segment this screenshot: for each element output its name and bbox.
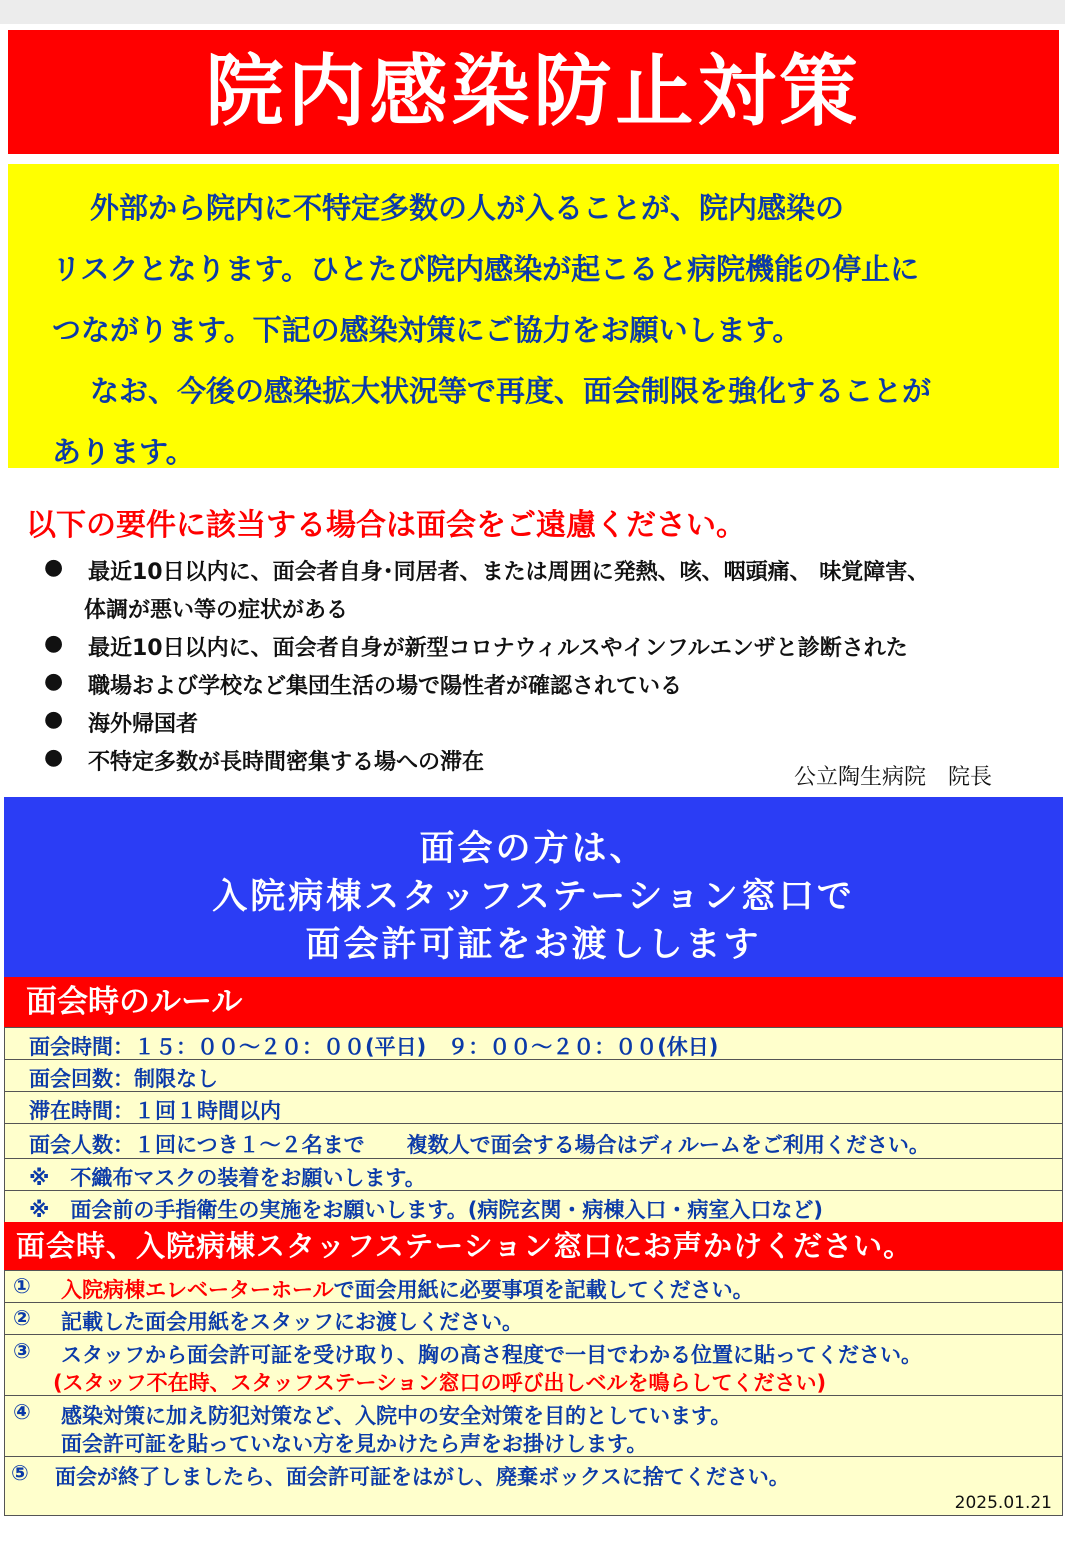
intro-line: 外部から院内に不特定多数の人が入ることが、院内感染の: [90, 191, 845, 225]
bullet-icon: ●: [44, 631, 64, 656]
rule-text: 面会回数：制限なし: [29, 1067, 218, 1091]
rule-row: [4, 1190, 1063, 1223]
step-text-rest: で面会用紙に必要事項を記載してください。: [333, 1278, 754, 1302]
rule-text: 面会時間：１５：００～２０：００(平日) ９：００～２０：００(休日): [29, 1035, 719, 1059]
condition-item: 最近10日以内に、面会者自身･同居者、または周囲に発熱、咳、咽頭痛、 味覚障害、: [88, 560, 930, 585]
condition-item: 最近10日以内に、面会者自身が新型コロナウィルスやインフルエンザと診断された: [88, 636, 908, 661]
intro-line: つながります。下記の感染対策にご協力をお願いします。: [52, 313, 802, 347]
condition-item: 不特定多数が長時間密集する場への滞在: [88, 750, 485, 775]
bullet-icon: ●: [44, 669, 64, 694]
bullet-icon: ●: [44, 745, 64, 770]
procedure-step: [4, 1302, 1063, 1335]
step-text: スタッフから面会許可証を受け取り、胸の高さ程度で一目でわかる位置に貼ってください。: [61, 1343, 922, 1367]
rule-text: ※ 不織布マスクの装着をお願いします。: [29, 1166, 426, 1190]
condition-item: 職場および学校など集団生活の場で陽性者が確認されている: [88, 674, 683, 699]
top-strip: [0, 0, 1065, 24]
procedure-step: [4, 1456, 1063, 1516]
visitor-banner: [4, 797, 1063, 977]
rule-text: 面会人数：１回につき１～２名まで 複数人で面会する場合はディルームをご利用ください。: [29, 1133, 930, 1157]
step-text: 感染対策に加え防犯対策など、入院中の安全対策を目的としています。: [61, 1404, 732, 1428]
page-title: 院内感染防止対策: [8, 30, 1059, 154]
rule-row: [4, 1123, 1063, 1159]
rules-heading: 面会時のルール: [4, 977, 1063, 1027]
intro-line: あります。: [52, 435, 195, 469]
bullet-icon: ●: [44, 707, 64, 732]
step-number: ⑤: [11, 1461, 29, 1485]
banner-line: 面会の方は、: [419, 829, 648, 869]
step-note: (スタッフ不在時、スタッフステーション窓口の呼び出しベルを鳴らしてください): [53, 1371, 827, 1395]
condition-item: 海外帰国者: [88, 712, 199, 737]
procedure-step: [4, 1334, 1063, 1396]
caution-title: 以下の要件に該当する場合は面会をご遠慮ください。: [26, 508, 746, 543]
rule-text: ※ 面会前の手指衛生の実施をお願いします。(病院玄関・病棟入口・病室入口など): [29, 1198, 823, 1222]
step-number: ①: [13, 1274, 31, 1298]
intro-line: なお、今後の感染拡大状況等で再度、面会制限を強化することが: [90, 374, 932, 408]
rule-row: [4, 1027, 1063, 1060]
procedure-step: [4, 1270, 1063, 1303]
rule-row: [4, 1059, 1063, 1092]
step-highlight: 入院病棟エレベーターホール: [61, 1278, 334, 1302]
rule-row: [4, 1091, 1063, 1124]
banner-line: 面会許可証をお渡しします: [305, 925, 762, 965]
step-number: ④: [13, 1400, 31, 1424]
procedure-step: [4, 1395, 1063, 1457]
document-date: 2025.01.21: [954, 1493, 1052, 1513]
director-signature: 公立陶生病院 院長: [794, 765, 993, 790]
step-number: ③: [13, 1339, 31, 1363]
rule-text: 滞在時間：１回１時間以内: [29, 1099, 281, 1123]
banner-line: 入院病棟スタッフステーション窓口で: [212, 877, 855, 917]
condition-item: 体調が悪い等の症状がある: [84, 598, 349, 623]
bullet-icon: ●: [44, 555, 64, 580]
step-text: 面会許可証を貼っていない方を見かけたら声をお掛けします。: [61, 1432, 648, 1456]
intro-box: [8, 164, 1059, 468]
step-text: 面会が終了しましたら、面会許可証をはがし、廃棄ボックスに捨てください。: [55, 1465, 790, 1489]
step-text: 記載した面会用紙をスタッフにお渡しください。: [61, 1310, 523, 1334]
step-number: ②: [13, 1306, 31, 1330]
intro-line: リスクとなります。ひとたび院内感染が起こると病院機能の停止に: [52, 252, 920, 286]
step-text: [61, 1274, 754, 1304]
procedure-heading: 面会時、入院病棟スタッフステーション窓口にお声かけください。: [4, 1222, 1063, 1270]
rule-row: [4, 1158, 1063, 1191]
